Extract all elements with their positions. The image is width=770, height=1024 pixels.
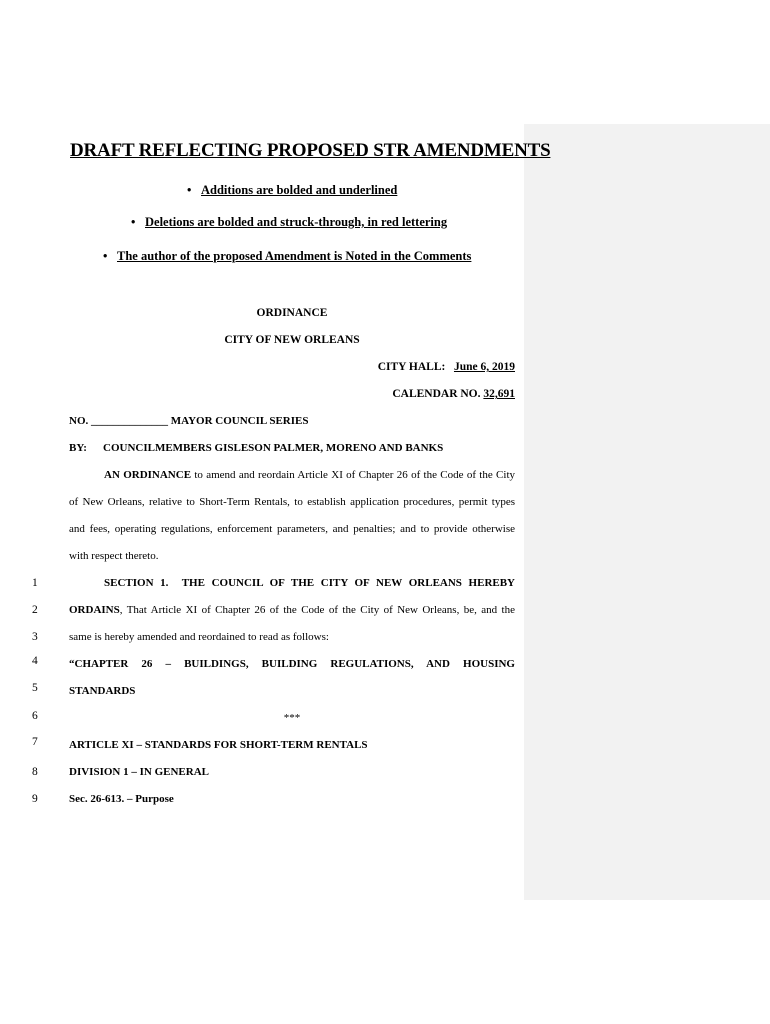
- line-number: 3: [32, 631, 38, 643]
- city-hall-label: CITY HALL:: [377, 361, 446, 373]
- sponsor-names: COUNCILMEMBERS GISLESON PALMER, MORENO AND BANKS: [103, 442, 444, 454]
- bullet-icon: •: [187, 183, 192, 197]
- series-text: MAYOR COUNCIL SERIES: [170, 415, 309, 427]
- line-number: 6: [32, 710, 38, 722]
- line-number: 5: [32, 682, 38, 694]
- document-title: DRAFT REFLECTING PROPOSED STR AMENDMENTS: [70, 140, 551, 161]
- comments-pane: [524, 124, 770, 900]
- line-number: 9: [32, 793, 38, 805]
- city-hall-date: June 6, 2019: [453, 361, 515, 373]
- ordinance-heading: ORDINANCE: [256, 307, 328, 319]
- line-number: 8: [32, 766, 38, 778]
- ordains-word: ORDAINS: [69, 604, 120, 616]
- line-number: 2: [32, 604, 38, 616]
- city-heading: CITY OF NEW ORLEANS: [224, 334, 360, 346]
- city-hall-line: [378, 361, 515, 373]
- bullet-additions: [187, 183, 397, 198]
- intro-lead: AN ORDINANCE: [104, 469, 192, 481]
- sponsors-line: [69, 442, 443, 454]
- ordains-rest: , That Article XI of Chapter 26 of the Code of the City of New Orleans, be, and the: [119, 604, 515, 616]
- bullet-author: [103, 249, 471, 264]
- asterisks: ***: [283, 712, 301, 724]
- no-label: NO.: [69, 415, 89, 427]
- series-line: [69, 415, 309, 427]
- by-label: BY:: [69, 442, 87, 454]
- bullet-text: The author of the proposed Amendment is Noted in the Comments: [117, 249, 472, 263]
- intro-line-1: [104, 469, 515, 481]
- section-purpose-heading: Sec. 26-613. – Purpose: [69, 793, 174, 805]
- line-number: 7: [32, 736, 38, 748]
- section-heading: THE COUNCIL OF THE CITY OF NEW ORLEANS HEREBY: [181, 577, 516, 589]
- calendar-label: CALENDAR NO.: [392, 388, 481, 400]
- bullet-text: Deletions are bolded and struck-through, in red lettering: [145, 215, 448, 229]
- calendar-number: 32,691: [483, 388, 515, 400]
- line-number: 1: [32, 577, 38, 589]
- chapter-line: “CHAPTER 26 – BUILDINGS, BUILDING REGULATIONS, AND HOUSING: [69, 658, 515, 670]
- bullet-deletions: [131, 215, 447, 230]
- intro-text: to amend and reordain Article XI of Chapter 26 of the Code of the City: [194, 469, 515, 481]
- section-1-line: [104, 577, 515, 589]
- article-heading: ARTICLE XI – STANDARDS FOR SHORT-TERM RENTALS: [69, 739, 368, 751]
- intro-line-2: of New Orleans, relative to Short-Term Rentals, to establish application procedures, permit types: [69, 496, 515, 508]
- ordains-line: [69, 604, 515, 616]
- intro-line-3: and fees, operating regulations, enforcement parameters, and penalties; and to provide otherwise: [69, 523, 515, 535]
- no-blank: ______________: [91, 415, 168, 427]
- intro-line-4: with respect thereto.: [69, 550, 159, 562]
- bullet-icon: •: [131, 215, 136, 229]
- calendar-line: [392, 388, 515, 400]
- bullet-icon: •: [103, 249, 108, 263]
- standards-line: STANDARDS: [69, 685, 136, 697]
- bullet-text: Additions are bolded and underlined: [201, 183, 398, 197]
- amended-line: same is hereby amended and reordained to read as follows:: [69, 631, 329, 643]
- division-heading: DIVISION 1 – IN GENERAL: [69, 766, 209, 778]
- section-label: SECTION 1.: [104, 577, 169, 589]
- line-number: 4: [32, 655, 38, 667]
